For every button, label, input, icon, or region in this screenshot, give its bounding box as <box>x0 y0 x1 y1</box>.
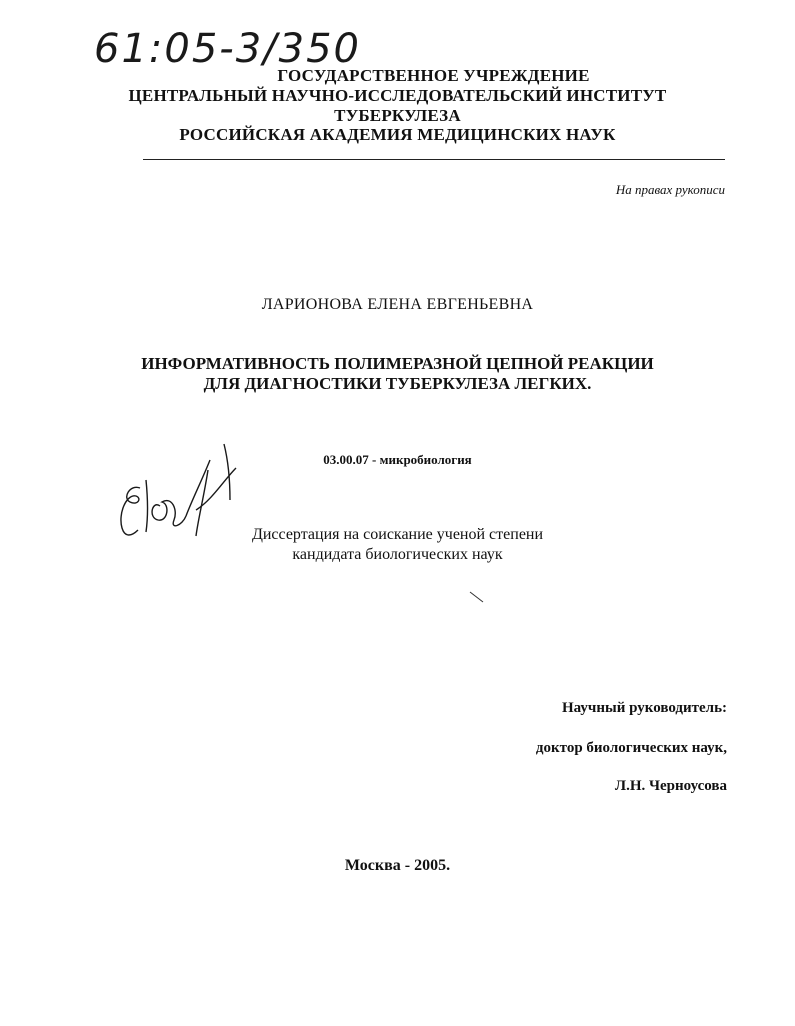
archive-number-text: 61:05-3/350 <box>94 26 361 72</box>
stray-mark-graphic <box>468 590 486 604</box>
institution-line-1: ГОСУДАРСТВЕННОЕ УЧРЕЖДЕНИЕ <box>277 66 590 85</box>
archive-number-graphic <box>92 14 392 72</box>
degree-line-1: Диссертация на соискание ученой степени <box>251 526 544 543</box>
specialty-code: 03.00.07 - микробиология <box>323 452 472 467</box>
supervisor-name: Л.Н. Черноусова <box>614 778 727 794</box>
dissertation-title-line-1: ИНФОРМАТИВНОСТЬ ПОЛИМЕРАЗНОЙ ЦЕПНОЙ РЕАКЦИИ <box>141 354 654 373</box>
institution-line-3: ТУБЕРКУЛЕЗА <box>334 106 461 125</box>
stray-mark <box>468 590 486 604</box>
supervisor-label: Научный руководитель: <box>562 700 727 716</box>
institution-line-2: ЦЕНТРАЛЬНЫЙ НАУЧНО-ИССЛЕДОВАТЕЛЬСКИЙ ИНСТИТУТ <box>128 86 667 105</box>
dissertation-title-line-2: ДЛЯ ДИАГНОСТИКИ ТУБЕРКУЛЕЗА ЛЕГКИХ. <box>203 374 592 393</box>
city-year: Москва - 2005. <box>344 857 451 874</box>
author-name: ЛАРИОНОВА ЕЛЕНА ЕВГЕНЬЕВНА <box>261 296 534 313</box>
institution-line-4: РОССИЙСКАЯ АКАДЕМИЯ МЕДИЦИНСКИХ НАУК <box>179 125 616 144</box>
degree-line-2: кандидата биологических наук <box>292 546 503 563</box>
header-divider <box>143 159 725 160</box>
supervisor-rank: доктор биологических наук, <box>535 740 727 756</box>
rights-note: На правах рукописи <box>615 182 725 197</box>
archive-number-handwritten <box>92 14 392 72</box>
